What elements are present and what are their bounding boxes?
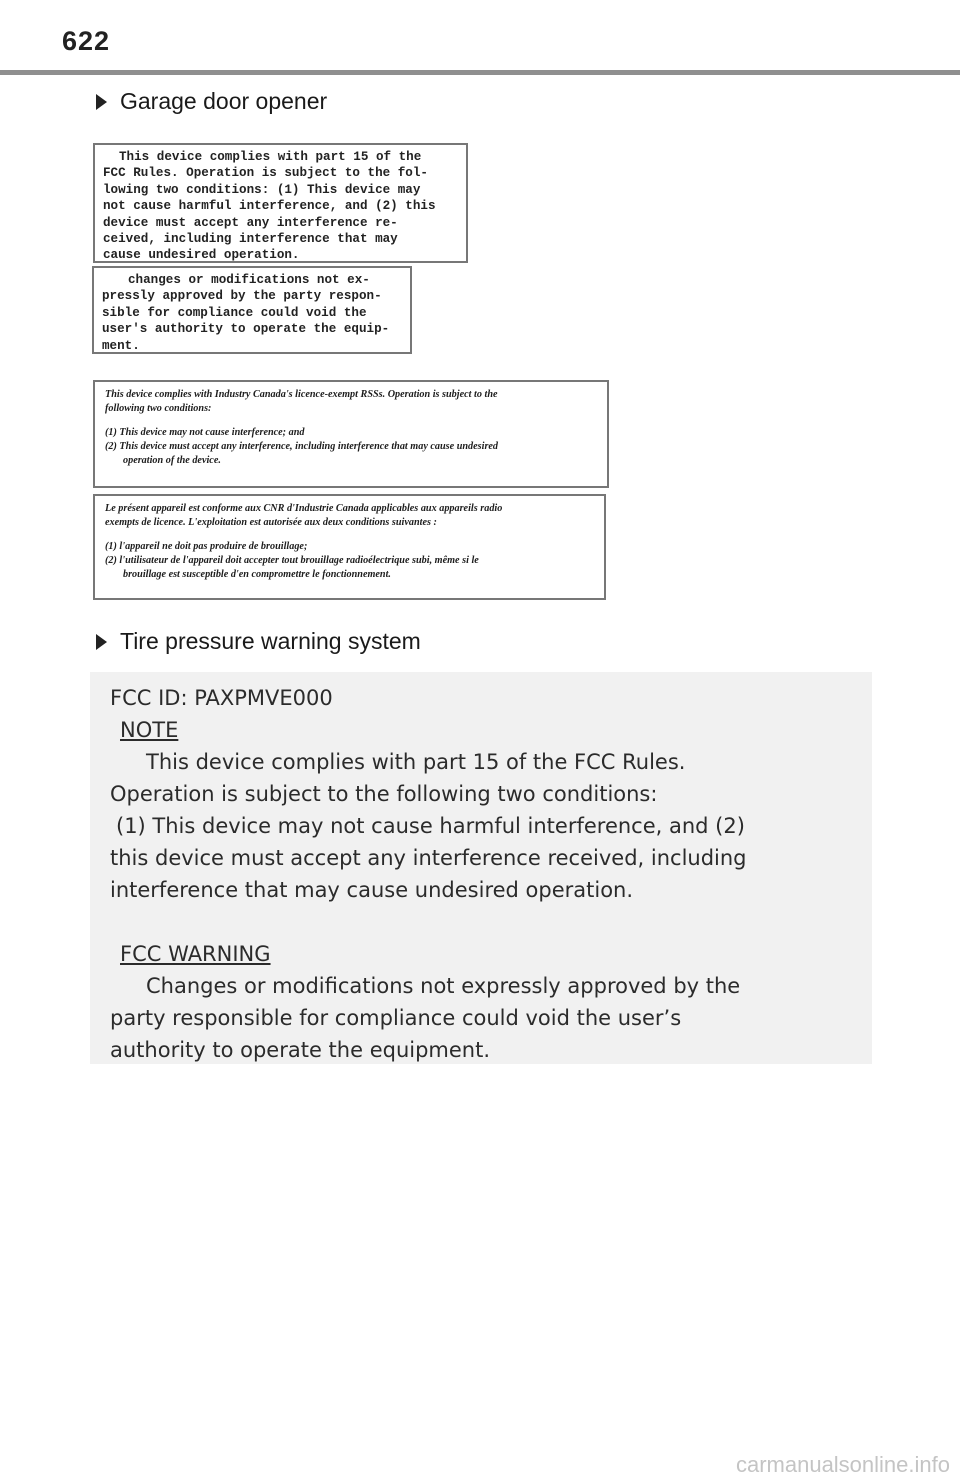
fcc-label-line: This device complies with part 15 of the	[119, 150, 422, 164]
tpms-warning-line: authority to operate the equipment.	[110, 1038, 491, 1062]
changes-label-line: changes or modifications not ex-	[128, 273, 370, 287]
section-heading-garage	[96, 88, 327, 115]
ic-english-line: following two conditions:	[105, 403, 212, 414]
tpms-note-line: interference that may cause undesired operation.	[110, 878, 634, 902]
section-heading-tpms	[96, 628, 421, 655]
tpms-note-line: This device complies with part 15 of the FCC Rules.	[146, 750, 686, 774]
tpms-note-line: (1) This device may not cause harmful interference, and (2)	[116, 814, 745, 838]
tpms-label-panel	[90, 672, 872, 1064]
changes-label-box	[92, 266, 412, 354]
ic-english-line: This device complies with Industry Canada's licence-exempt RSSs. Operation is subject to the	[105, 389, 498, 400]
changes-label-line: ment.	[102, 338, 140, 353]
tpms-note-title: NOTE	[120, 718, 179, 742]
changes-label-line: pressly approved by the party respon-	[102, 289, 382, 304]
section-heading-tpms-text: Tire pressure warning system	[120, 628, 421, 654]
tpms-warning-line: party responsible for compliance could void the user’s	[110, 1006, 682, 1030]
fcc-label-line: lowing two conditions: (1) This device may	[103, 182, 421, 197]
arrow-right-icon	[96, 94, 107, 110]
fcc-label-line: FCC Rules. Operation is subject to the fol-	[103, 166, 428, 181]
tpms-warning-title: FCC WARNING	[120, 942, 271, 966]
tpms-warning-line: Changes or modifications not expressly approved by the	[146, 974, 741, 998]
changes-label-line: sible for compliance could void the	[102, 305, 367, 320]
ic-french-line: exempts de licence. L'exploitation est autorisée aux deux conditions suivantes :	[105, 517, 437, 528]
ic-french-line: (2) l'utilisateur de l'appareil doit accepter tout brouillage radioélectrique subi, même si le	[105, 555, 479, 566]
ic-english-line: (2) This device must accept any interference, including interference that may cause undesired	[105, 441, 499, 452]
tpms-note-line: this device must accept any interference received, including	[110, 846, 747, 870]
fcc-label-line: cause undesired operation.	[103, 248, 300, 263]
ic-french-line: Le présent appareil est conforme aux CNR d'Industrie Canada applicables aux appareils radio	[105, 503, 503, 514]
section-heading-garage-text: Garage door opener	[120, 88, 328, 114]
changes-label-line: user's authority to operate the equip-	[102, 322, 390, 337]
ic-french-label-box	[93, 494, 606, 600]
ic-french-line: (1) l'appareil ne doit pas produire de brouillage;	[105, 541, 308, 552]
fcc-label-line: not cause harmful interference, and (2) this	[103, 199, 436, 214]
ic-english-label-box	[93, 380, 609, 488]
tpms-note-line: Operation is subject to the following two conditions:	[110, 782, 658, 806]
header-rule	[0, 70, 960, 75]
fcc-label-line: device must accept any interference re-	[103, 215, 398, 230]
tpms-fcc-id: FCC ID: PAXPMVE000	[110, 686, 333, 710]
watermark: carmanualsonline.info	[735, 1452, 950, 1477]
fcc-label-box	[93, 143, 468, 263]
ic-english-line: operation of the device.	[123, 455, 221, 466]
fcc-label-line: ceived, including interference that may	[103, 232, 398, 247]
arrow-right-icon	[96, 634, 107, 650]
ic-english-line: (1) This device may not cause interference; and	[105, 427, 305, 438]
ic-french-line: brouillage est susceptible d'en compromettre le fonctionnement.	[123, 569, 391, 580]
page-number: 622	[62, 26, 111, 56]
